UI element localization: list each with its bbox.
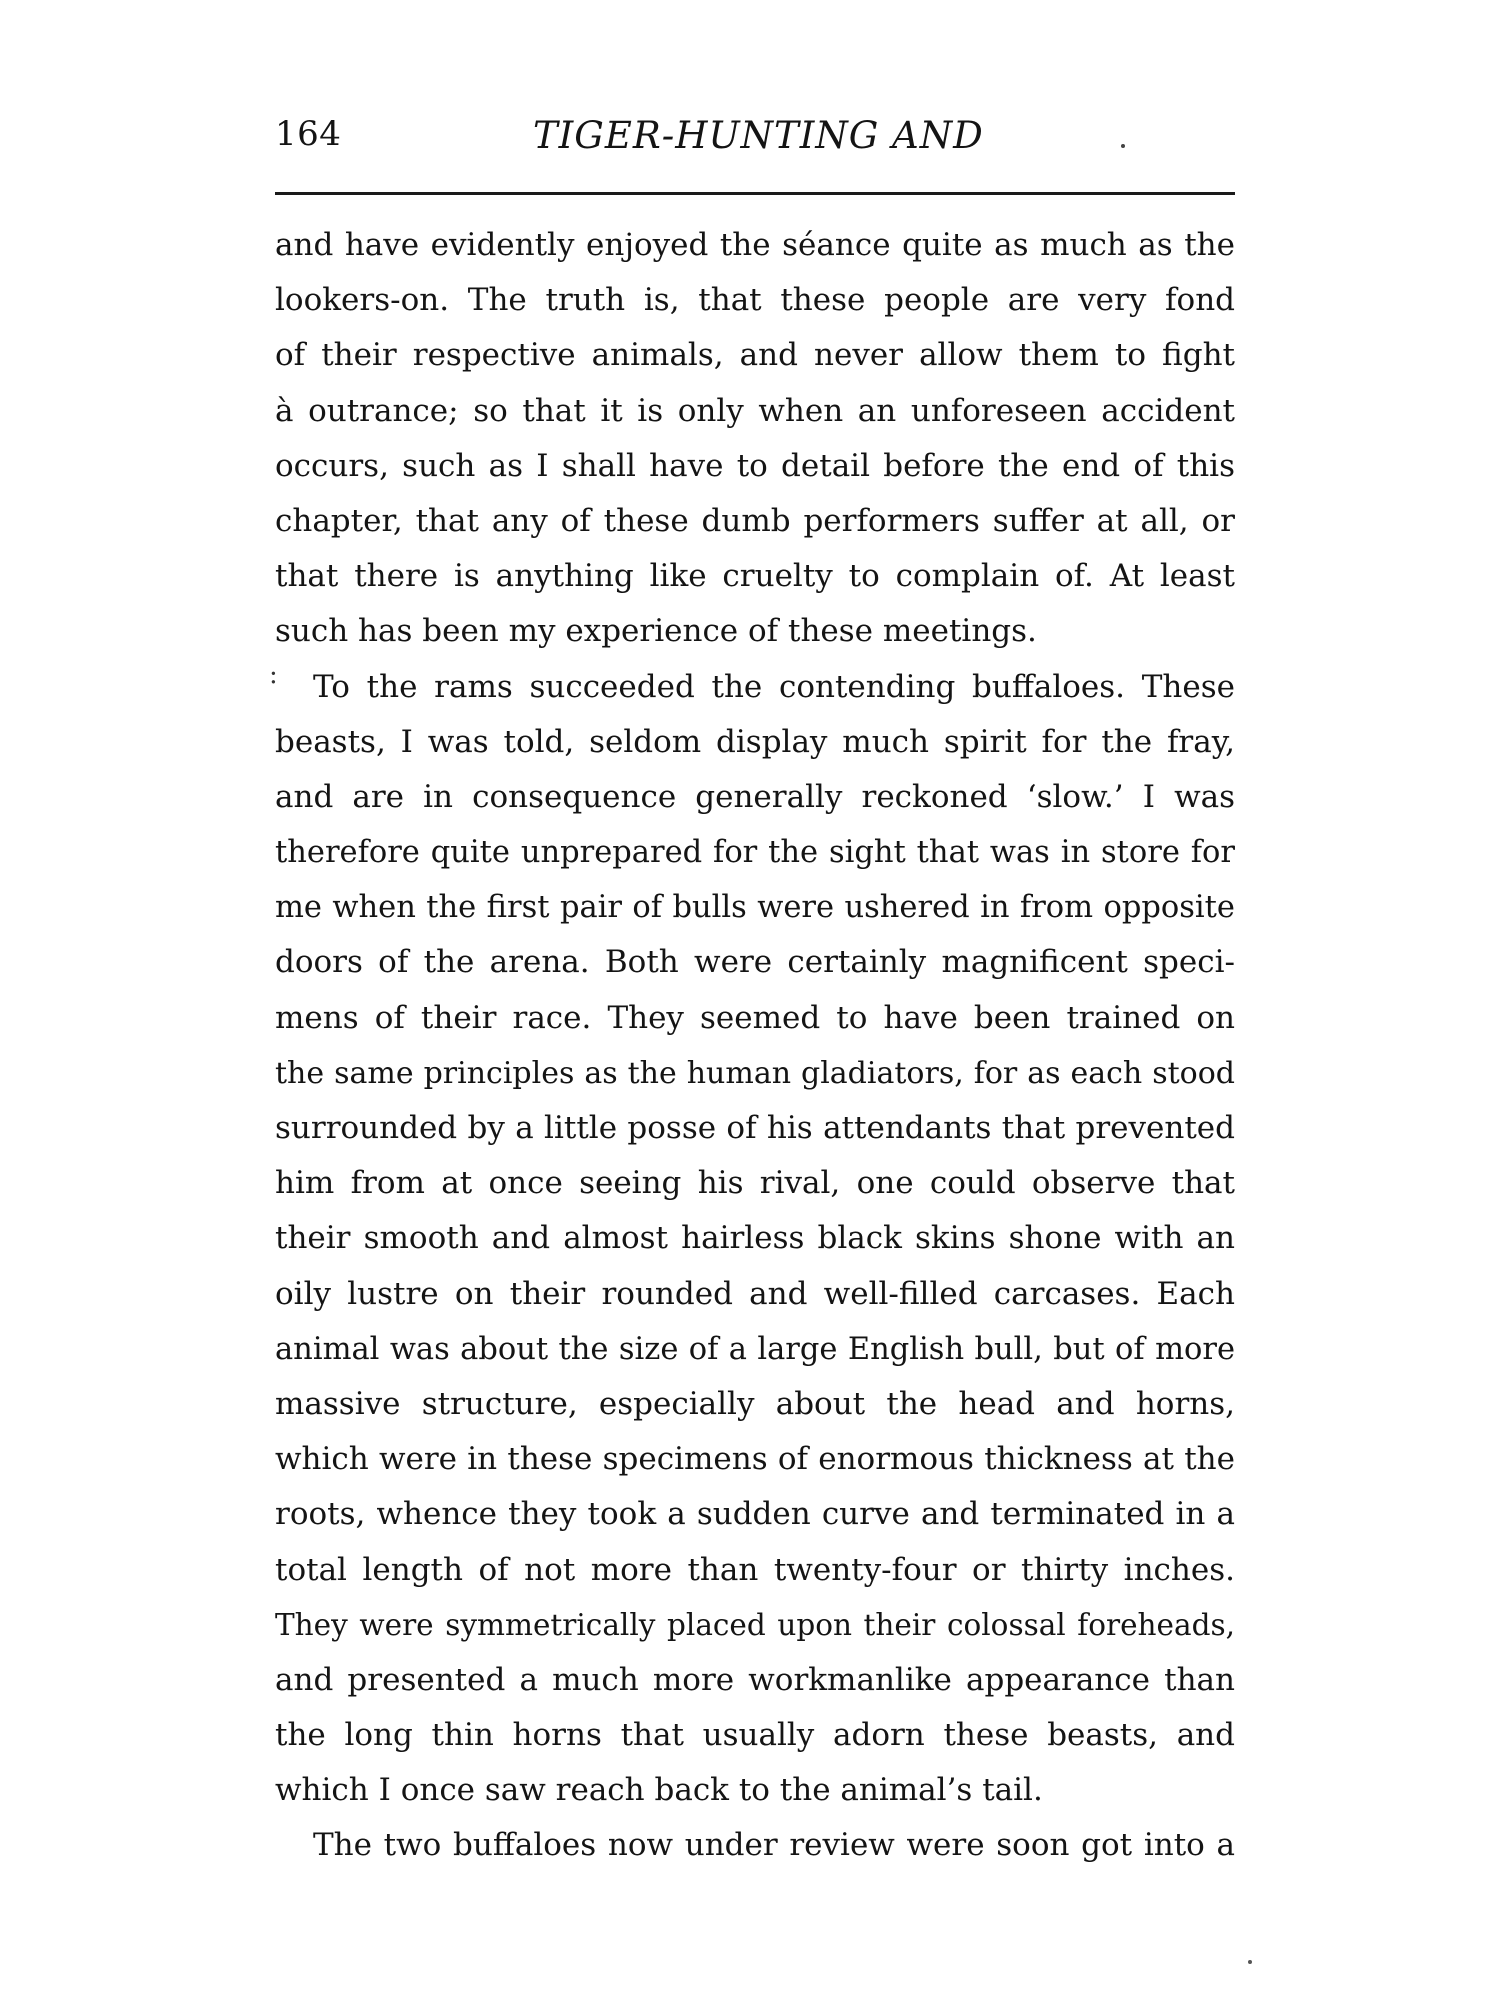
text-line: lookers-on. The truth is, that these people are very fond [275,282,1235,319]
text-line: à outrance; so that it is only when an unforeseen accident [275,392,1235,429]
running-title: TIGER-HUNTING AND [533,114,984,157]
text-line: that there is anything like cruelty to complain of. At least [275,558,1235,595]
text-line: doors of the arena. Both were certainly magnificent speci- [275,944,1235,981]
text-line: of their respective animals, and never allow them to fight [275,337,1235,374]
text-line: roots, whence they took a sudden curve and terminated in a [275,1496,1235,1533]
text-line: him from at once seeing his rival, one could observe that [275,1165,1235,1202]
running-head [275,108,1235,168]
text-line: the same principles as the human gladiators, for as each stood [275,1055,1235,1091]
text-line: oily lustre on their rounded and well-filled carcases. Each [275,1275,1235,1312]
text-line: mens of their race. They seemed to have been trained on [275,999,1235,1036]
text-line: such has been my experience of these meetings. [275,613,1037,650]
ink-speck [1248,1960,1252,1964]
text-line: massive structure, especially about the head and horns, [275,1385,1235,1422]
text-line: occurs, such as I shall have to detail before the end of this [275,447,1235,484]
text-line: total length of not more than twenty-four or thirty inches. [275,1551,1235,1588]
body-text [269,218,1235,1874]
text-line: animal was about the size of a large English bull, but of more [275,1331,1235,1367]
ink-speck [1121,144,1125,148]
text-line: To the rams succeeded the contending buffaloes. These [313,668,1235,705]
text-line: and presented a much more workmanlike appearance than [275,1661,1235,1698]
text-line: chapter, that any of these dumb performers suffer at all, or [275,502,1235,539]
text-line: which were in these specimens of enormous thickness at the [275,1441,1235,1478]
paragraph-start [269,659,1235,715]
text-line: and are in consequence generally reckoned ‘slow.’ I was [275,778,1235,815]
header-rule [275,192,1235,195]
stray-mark: : [269,659,278,690]
text-line: They were symmetrically placed upon their colossal foreheads, [275,1607,1235,1642]
text-line: surrounded by a little posse of his attendants that prevented [275,1110,1235,1146]
text-line: therefore quite unprepared for the sight that was in store for [275,835,1235,871]
text-line: which I once saw reach back to the animal’s tail. [275,1772,1043,1809]
text-line: their smooth and almost hairless black skins shone with an [275,1220,1235,1257]
page-number: 164 [275,114,342,154]
text-line: me when the first pair of bulls were ushered in from opposite [275,890,1235,926]
text-line: the long thin horns that usually adorn these beasts, and [275,1717,1235,1754]
text-line: and have evidently enjoyed the séance quite as much as the [275,227,1235,263]
text-line: beasts, I was told, seldom display much spirit for the fray, [275,723,1235,760]
text-line: The two buffaloes now under review were soon got into a [313,1827,1235,1864]
